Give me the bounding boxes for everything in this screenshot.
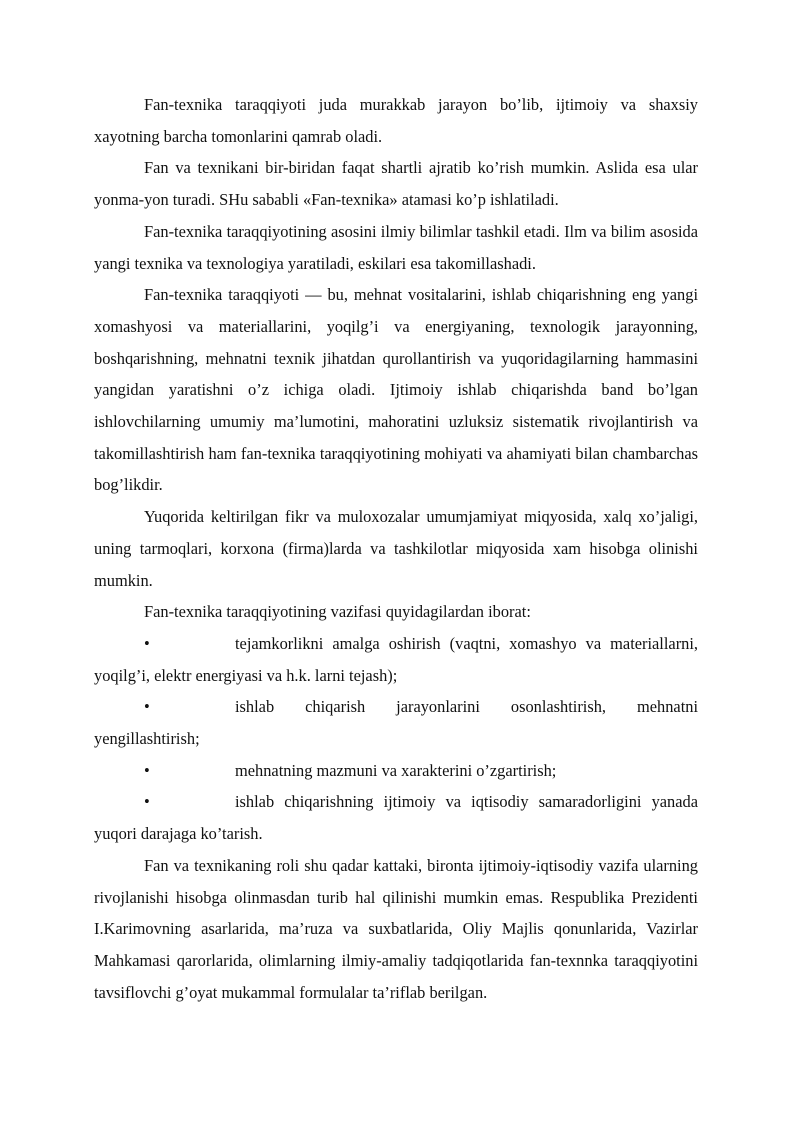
- paragraph-1: Fan-texnika taraqqiyoti juda murakkab jarayon bo’lib, ijtimoiy va shaxsiy xayotning barcha tomonlarini qamrab oladi.: [94, 95, 698, 146]
- bullet-marker: •: [144, 697, 150, 717]
- bullet-text: ishlab chiqarishning ijtimoiy va iqtisodiy samaradorligini yanada yuqori darajaga ko’tarish.: [94, 792, 698, 844]
- bullet-text: mehnatning mazmuni va xarakterini o’zgartirish;: [235, 760, 557, 780]
- bullet-text: ishlab chiqarish jarayonlarini osonlashtirish, mehnatni yengillashtirish;: [94, 697, 698, 749]
- closing-paragraph: Fan va texnikaning roli shu qadar kattaki, bironta ijtimoiy-iqtisodiy vazifa ularning rivojlanishi hisobga olinmasdan turib hal qilinishi mumkin emas. Respublika Prezidenti I.Karimovning asarlarida, ma’ruza va suxbatlarida, Oliy Majlis qonunlarida, Vazirlar Mahkamasi qarorlarida, olimlarning ilmiy-amaliy tadqiqotlarida fan-texnnka taraqqiyotini tavsiflovchi g’oyat mukammal formulalar ta’riflab berilgan.: [94, 855, 698, 1002]
- bullet-item-4: [94, 786, 698, 849]
- paragraph-4: Fan-texnika taraqqiyoti — bu, mehnat vositalarini, ishlab chiqarishning eng yangi xomashyosi va materiallarini, yoqilg’i va energiyaning, texnologik jarayonning, boshqarishning, mehnatni texnik jihatdan qurollantirish va yuqoridagilarning hammasini yangidan yaratishni o’z ichiga oladi. Ijtimoiy ishlab chiqarishda band bo’lgan ishlovchilarning umumiy ma’lumotini, mahoratini uzluksiz sistematik rivojlantirish va takomillashtirish ham fan-texnika taraqqiyotining mohiyati va ahamiyati bilan chambarchas bog’likdir.: [94, 285, 698, 495]
- bullet-marker: •: [144, 760, 150, 780]
- bullet-marker: •: [144, 792, 150, 812]
- document-body: [94, 89, 698, 1008]
- bullet-item-2: [94, 691, 698, 754]
- bullet-marker: •: [144, 633, 150, 653]
- paragraph-6: Fan-texnika taraqqiyotining vazifasi quyidagilardan iborat:: [144, 602, 531, 622]
- bullet-text: tejamkorlikni amalga oshirish (vaqtni, xomashyo va materiallarni, yoqilg’i, elektr energiyasi va h.k. larni tejash);: [94, 633, 698, 685]
- bullet-item-1: [94, 628, 698, 691]
- paragraph-5: Yuqorida keltirilgan fikr va muloxozalar umumjamiyat miqyosida, xalq xo’jaligi, uning tarmoqlari, korxona (firma)larda va tashkilotlar miqyosida xam hisobga olinishi mumkin.: [94, 507, 698, 590]
- bullet-item-3: [94, 755, 698, 787]
- paragraph-3: Fan-texnika taraqqiyotining asosini ilmiy bilimlar tashkil etadi. Ilm va bilim asosida yangi texnika va texnologiya yaratiladi, eskilari esa takomillashadi.: [94, 221, 698, 273]
- paragraph-2: Fan va texnikani bir-biridan faqat shartli ajratib ko’rish mumkin. Aslida esa ular yonma-yon turadi. SHu sababli «Fan-texnika» atamasi ko’p ishlatiladi.: [94, 158, 698, 210]
